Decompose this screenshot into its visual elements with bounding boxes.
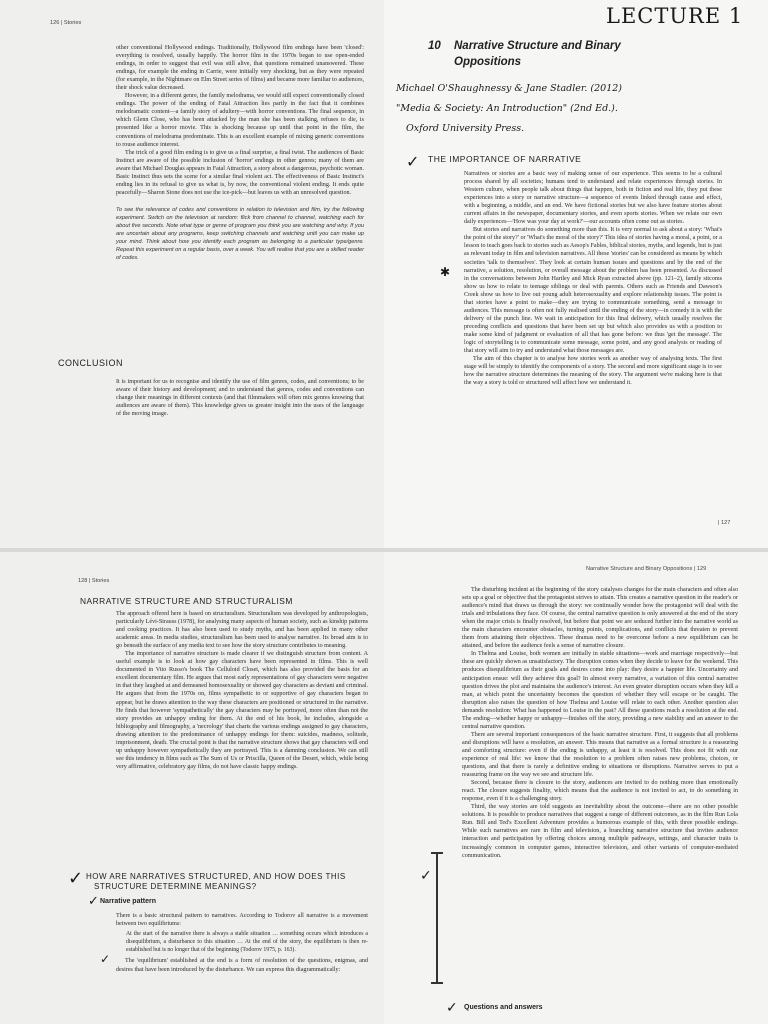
page-126	[0, 0, 384, 548]
body-text	[116, 44, 364, 262]
section-heading-2	[86, 872, 346, 892]
margin-star-icon: ✱	[440, 265, 451, 279]
block-quote: At the start of the narrative there is always a stable situation … something occurs which introduces a disequilibrium, a disturbance to this situation … At the end of the story, the equilibrium is then re-established but is no longer that of the beginning (Todorov 1975, p. 163).	[126, 931, 368, 953]
section-heading-2-line1: HOW ARE NARRATIVES STRUCTURED, AND HOW DOES THIS	[86, 872, 346, 881]
paragraph: other conventional Hollywood endings. Traditionally, Hollywood film endings have been 'closed': everything is resolved, usually happily. The horror film in the 1970s began to use open-ended endings, in order to suggest that evil was still alive, that questions remained unanswered. These endings, for example the ending in Carrie, were initially very shocking, but as they were repeated (for example, in the Nightmare on Elm Street series of films) and became more familiar to audiences, their shock value decreased.	[116, 45, 364, 92]
paragraph: The 'equilibrium' established at the end is a form of resolution of the questions, enigmas, and desires that have been introduced by the disturbance. We can express this diagrammatically:	[116, 958, 368, 973]
body-text-2	[116, 912, 368, 974]
body-text	[464, 170, 722, 387]
page-127	[384, 0, 768, 548]
margin-bracket-top	[431, 852, 443, 854]
checkmark-icon: ✓	[446, 1000, 458, 1016]
section-heading: NARRATIVE STRUCTURE AND STRUCTURALISM	[80, 596, 293, 606]
section-heading: THE IMPORTANCE OF NARRATIVE	[428, 154, 582, 164]
handwritten-citation-line3: Oxford University Press.	[406, 123, 525, 134]
paragraph: In Thelma and Louise, both women are initially in stable situations—work and marriage respectively—but these are quickly shown as unsatisfactory. The disruption comes when they decide to leave for the weekend. This produces disequilibrium as their goals and desires come into play: they desire a happier life. Uncertainty and anticipation ensue: will they achieve this goal? In almost every narrative, a variation of this central narrative question drives the plot and maintains the audience's interest. An even greater disruption occurs when they kill a man, at which point the uncertainty becomes the question of whether they will escape or be caught. The disruption also raises the question of how Thelma and Louise will relate to each other. Another question also demands resolution: What has happened to Louise in the past? All these questions reach a resolution at the end. The ending—whether happy or unhappy—finishes off the story, providing a new stability and an answer to the central narrative question.	[462, 651, 738, 730]
body-text	[462, 586, 738, 860]
handwritten-citation-line2: "Media & Society: An Introduction" (2nd Ed.).	[396, 103, 618, 114]
paragraph: The aim of this chapter is to analyse how stories work as another way of analysing texts. The first stage will be simply to identify the components of a story. The second and more significant stage is to see how the narrative structure determines the meaning of the story. The argument we're making here is that the way a story is told or structured will affect how we understand it.	[464, 356, 722, 387]
subheading: Narrative pattern	[100, 898, 157, 905]
body-text	[116, 610, 368, 771]
margin-bracket-bottom	[431, 982, 443, 984]
paragraph: The approach offered here is based on structuralism. Structuralism was developed by anthropologists, particularly Lévi-Strauss (1978), for analysing many aspects of human society, such as kinship patterns and cooking practices. It has also been used to study myths, and has been applied in many other academic areas. In media studies, structuralism has been used to analyse narrative. Its broad aim is to go beneath the surface of any media text to see how the story structure contributes to meaning.	[116, 611, 368, 650]
checkmark-icon: ✓	[100, 952, 111, 966]
paragraph: There is a basic structural pattern to narratives. According to Todorov all narrative is a movement between two equilibriums:	[116, 913, 368, 928]
checkmark-icon: ✓	[420, 868, 432, 884]
handwritten-lecture-label: LECTURE 1	[606, 4, 744, 28]
running-header: 128 | Stories	[78, 578, 110, 584]
paragraph: Narratives or stories are a basic way of making sense of our experience. This seems to be a cultural process shared by all societies; humans tend to understand and relate experiences through stories. In Western culture, when people talk about things that happen, both in fiction and real life, they put these experiences into a story or narrative structure—a sequence of events linked through cause and effect, with a beginning, a middle, and an end. We have fictional stories but we also have feature stories about current affairs in the newspaper, documentary stories, and even sports stories. When we relate our own daily experiences—'How was your day at work?'—our accounts often come out as stories.	[464, 171, 722, 226]
paragraph: However, in a different genre, the family melodrama, we would still expect conventionally closed endings. The power of the ending of Fatal Attraction lies partly in the fact that it combines melodramatic content—a family story of adultery—with horror conventions. The final sequence, in which Glenn Close, who has been attacked by the man she has been stalking, refuses to die, is presented like a horror movie. This is shocking because up until that point in the film, the conventions of melodrama predominate. This is an excellent example of mixing generic conventions to rouse audience interest.	[116, 93, 364, 148]
running-header: 126 | Stories	[50, 20, 82, 26]
conclusion-heading: CONCLUSION	[58, 358, 124, 368]
paragraph: The trick of a good film ending is to give us a final surprise, a final twist. The audiences of Basic Instinct are aware of the possible inclusion of 'horror' endings in other genres; many of them are aware that Michael Douglas appears in Fatal Attraction, a story about a dangerous, psychotic woman. Basic Instinct thus sets the scene for a similar final violent act. The effectiveness of Basic Instinct's ending lies in its refusal to give us what is, by now, the conventional violent ending. It ends quite peacefully—Sharon Stone does not use the ice-pick—but leaves us with an unresolved question.	[116, 149, 364, 196]
chapter-title: Narrative Structure and Binary Oppositions	[454, 40, 621, 68]
running-header: Narrative Structure and Binary Oppositions | 129	[586, 566, 707, 572]
paragraph: But stories and narratives do something more than this. It is very normal to ask about a story: 'What's the point of the story?' or 'What's the moral of the story?' This idea of stories having a moral, a point, or a lesson to teach goes back to stories such as Aesop's Fables, biblical stories, myths, and legends, but is just as relevant today in film and television narratives. All these 'stories' can be considered as means by which societies 'talk to themselves'. They look at certain human issues and questions and by the end of the narrative, a solution, resolution, or overall message about the problem has been presented. As discussed in the conversations between John Hartley and Mick Ryan extracted above (pp. 121–2), family sitcoms show us how to relate to teenage siblings or deal with parents. Others such as Friends and Dawson's Creek show us how to live out young adult heterosexuality and explore relationship issues. The point is that stories have a point to make—they are trying to communicate something, send a message to audiences. This message is often not fully realised until the ending of the story—in comedy it is with the delivery of the punch line. We wait in anticipation for this final delivery, which usually resolves the preceding conflicts and questions that have been set up but which also provides us with a position to make some kind of judgment or evaluation of all that has gone before: we thus 'get the message'. The logic of storytelling is to communicate some message, some point, and any good analysis or reading of that story will aim to try and understand what those messages are.	[464, 227, 722, 355]
checkmark-icon: ✓	[406, 152, 420, 171]
section-heading-2-line2: STRUCTURE DETERMINE MEANINGS?	[94, 882, 257, 891]
handwritten-citation-line1: Michael O'Shaughnessy & Jane Stadler. (2012)	[396, 83, 623, 94]
paragraph: The disturbing incident at the beginning of the story catalyses changes for the main characters and often also sets up a goal or objective that the protagonist strives to attain. This creates a narrative question in the reader's or audience's mind that draws us through the story: we continually wonder how the protagonist will deal with the trials and tribulations they face. Of course, the central narrative question is only answered at the end of the story when the major crisis is finally resolved, but before that point we are seduced further into the narrative world as the main characters encounter obstacles, turning points, complications, and conflicts that threaten to prevent them from attaining their objectives. These dramas need to be overcome before a new equilibrium can be attained, and before the audience feels a sense of narrative closure.	[462, 587, 738, 650]
paragraph: The importance of narrative structure is made clearer if we distinguish structure from content. A useful example is to look at how gay characters have been represented in films. This is well documented in Vito Russo's book The Celluloid Closet, which has also provided the basis for an excellent documentary film. He argues that most early representations of gay characters were negative in that they laughed at and demeaned homosexuality or showed gay characters as deviant and criminal. He argues that from the 1970s on, films sympathetic to or supportive of gay characters began to appear, but he draws attention to the way these characters are positioned or structured in the narrative. He finds that however 'sympathetically' the gay characters may be portrayed, more often than not the story provides an unhappy ending for them. At the end of his book, he includes, alongside a bibliography and filmography, a 'necrology' that charts the various endings assigned to gay characters, drawing attention to the predominance of unhappy endings for them: suicides, madness, solitude, imprisonment, death. The crucial point is that the narrative structure shows that gay characters will end up unhappy however sympathetically they are portrayed. This is a damning conclusion. We can still see this tendency in films such as The Sum of Us or Priscilla, Queen of the Desert, which, while being very affirmative, celebratory gay films, do not have classic happy endings.	[116, 651, 368, 770]
paragraph: Second, because there is closure to the story, audiences are invited to do nothing more than emotionally react. The closure suggests finality, which means that the audience is not invited to act, to do something in response, even if it is a challenging story.	[462, 780, 738, 803]
checkmark-icon: ✓	[68, 868, 84, 889]
exercise-box: To see the relevance of codes and conventions in relation to television and film, try the following experiment. Switch on the television at random: flick from channel to channel, watching each for about five seconds. Note what type or genre of program you think you are watching and why. If you are uncertain about any programs, keep switching channels and watching until you can make up your mind. Think about how you identify each program as belonging to a particular type/genre. Repeat this experiment on a regular basis, over a week. You will realise that you are a skilled reader of codes.	[116, 206, 364, 261]
paragraph: It is important for us to recognise and identify the use of film genres, codes, and conventions; to be aware of their history and development; and to understand that genres, codes and conventions can change their meanings in different contexts (and that filmmakers will often mix genres knowing that audiences are aware of them). This knowledge gives us greater insight into the uses of the language of the moving image.	[116, 379, 364, 418]
paragraph: Third, the way stories are told suggests an inevitability about the outcome—there are no other possible solutions. It is possible to produce narratives that suggest a range of different outcomes, as in the film Run Lola Run. Bill and Ted's Excellent Adventure provides a humorous example of this, with three possible endings. While such narratives are rare in film and television, a branching narrative structure that invites audience interaction and participation by offering choices among multiple pathways, settings, and character traits is increasingly common in computer games, interactive television, and other variants of computer-mediated communication.	[462, 804, 738, 859]
page-128	[0, 552, 384, 1024]
paragraph: There are several important consequences of the basic narrative structure. First, it suggests that all problems and disruptions will have a resolution, an answer. This means that narrative as a formal structure is a reassuring and comforting structure: even if the ending is unhappy, at least it is resolved. This does not fit with our experience of real life: we know that the resolution to a problem often raises new problems, choices, or questions, and that there is rarely a definitive ending to situations or disruptions. Narrative serves to put a reassuring frame on the way we see and structure life.	[462, 731, 738, 779]
page-129	[384, 552, 768, 1024]
chapter-number: 10	[428, 40, 441, 52]
checkmark-icon: ✓	[88, 894, 99, 909]
page-number: | 127	[718, 520, 731, 526]
subheading: Questions and answers	[464, 1004, 543, 1011]
margin-bracket-line	[436, 852, 438, 982]
conclusion-text	[116, 378, 364, 418]
